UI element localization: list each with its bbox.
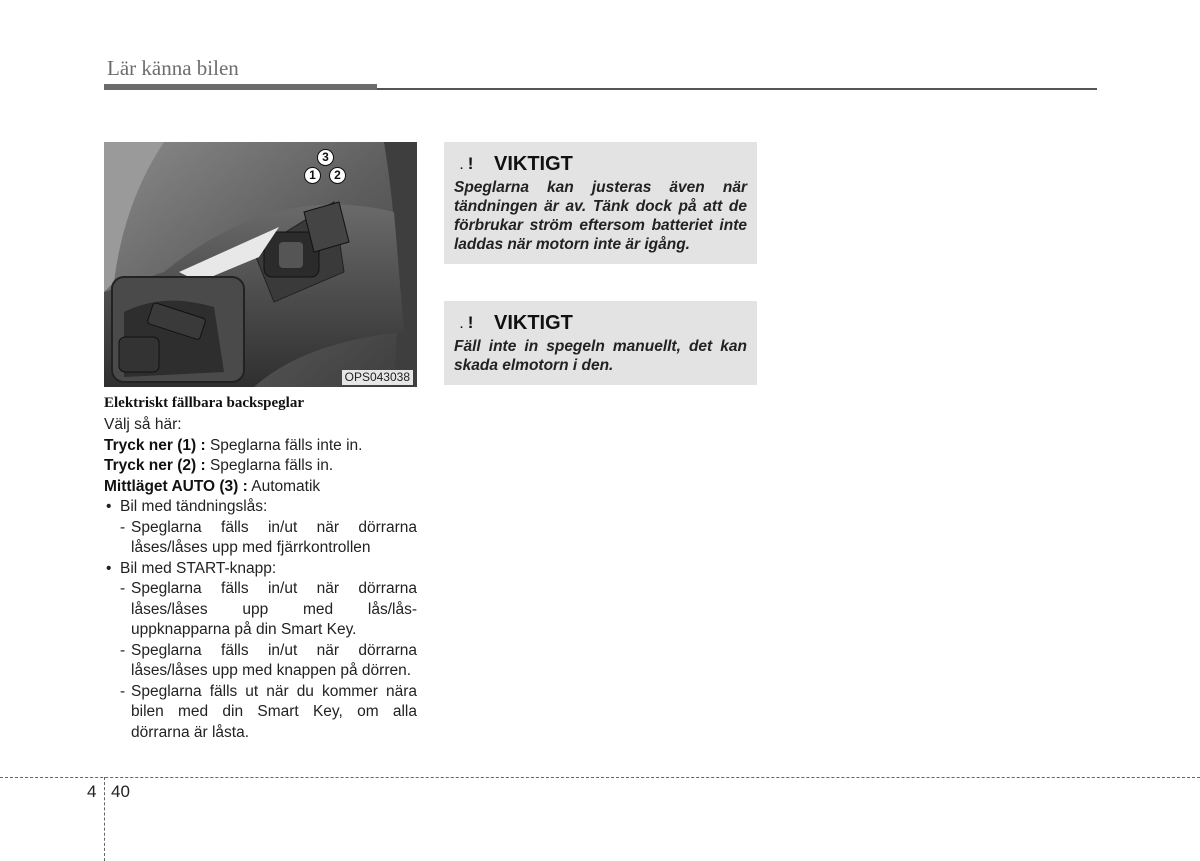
- callout-2: 2: [329, 167, 346, 184]
- dash-text: Speglarna fälls in/ut när dörrarna låses/låses upp med lås/lås-uppknapparna på din Smart Key.: [131, 580, 417, 638]
- callout-3: 3: [317, 149, 334, 166]
- setting-label: Tryck ner (2) :: [104, 457, 206, 474]
- mirror-switch-photo: [104, 142, 417, 387]
- warning-title: VIKTIGT: [494, 311, 573, 334]
- footer-divider: [104, 777, 105, 861]
- chapter-number: 4: [87, 782, 97, 801]
- warning-icon: . !: [460, 313, 474, 332]
- bullet-text: Bil med START-knapp:: [120, 559, 277, 577]
- door-panel-illustration: [104, 142, 417, 387]
- dash-text: Speglarna fälls in/ut när dörrarna låses/låses upp med fjärrkontrollen: [131, 518, 417, 556]
- setting-label: Mittläget AUTO (3) :: [104, 477, 248, 495]
- warning-text: Speglarna kan justeras även när tändningen är av. Tänk dock på att de förbrukar ström eftersom batteriet inte laddas när motorn inte är igång.: [454, 179, 747, 253]
- setting-text: Speglarna fälls in.: [205, 457, 334, 474]
- bullet-item: • Bil med START-knapp:: [106, 559, 277, 577]
- footer-rule: [0, 777, 1200, 778]
- warning-title: VIKTIGT: [494, 152, 573, 175]
- section-body: [104, 415, 417, 743]
- bullet-text: Bil med tändningslås:: [120, 498, 268, 515]
- dash-item: - Speglarna fälls in/ut när dörrarna låses/låses upp med fjärrkontrollen: [120, 518, 417, 556]
- page-header-title: Lär känna bilen: [107, 56, 239, 80]
- setting-item: [104, 477, 417, 498]
- setting-text: Automatik: [247, 477, 321, 495]
- dash-item: - Speglarna fälls in/ut när dörrarna låses/låses upp med lås/lås-uppknapparna på din Smart Key.: [120, 580, 417, 638]
- figure-code: OPS043038: [342, 370, 413, 385]
- setting-item: [104, 456, 417, 477]
- dash-text: Speglarna fälls in/ut när dörrarna låses/låses upp med knappen på dörren.: [131, 641, 417, 679]
- callout-1: 1: [304, 167, 321, 184]
- warning-header: [454, 311, 747, 335]
- page-number: 40: [111, 782, 130, 801]
- warning-header: [454, 152, 747, 176]
- dash-item: - Speglarna fälls in/ut när dörrarna låses/låses upp med knappen på dörren.: [120, 641, 417, 679]
- header-rule-thick: [104, 84, 377, 90]
- bullet-item: • Bil med tändningslås:: [106, 498, 268, 515]
- warning-box: [444, 142, 757, 264]
- warning-text: Fäll inte in spegeln manuellt, det kan skada elmotorn i den.: [454, 338, 747, 374]
- dash-text: Speglarna fälls ut när du kommer nära bilen med din Smart Key, om alla dörrarna är låsta.: [131, 682, 417, 741]
- header-rule-thin: [377, 88, 1097, 90]
- section-heading: Elektriskt fällbara backspeglar: [104, 395, 305, 411]
- setting-label: Tryck ner (1) :: [104, 436, 206, 454]
- dash-item: - Speglarna fälls ut när du kommer nära bilen med din Smart Key, om alla dörrarna är låsta.: [120, 682, 417, 741]
- warning-box: [444, 301, 757, 385]
- setting-text: Speglarna fälls inte in.: [205, 436, 363, 454]
- warning-icon: . !: [460, 154, 474, 173]
- intro-text: Välj så här:: [104, 416, 182, 433]
- setting-item: [104, 436, 417, 457]
